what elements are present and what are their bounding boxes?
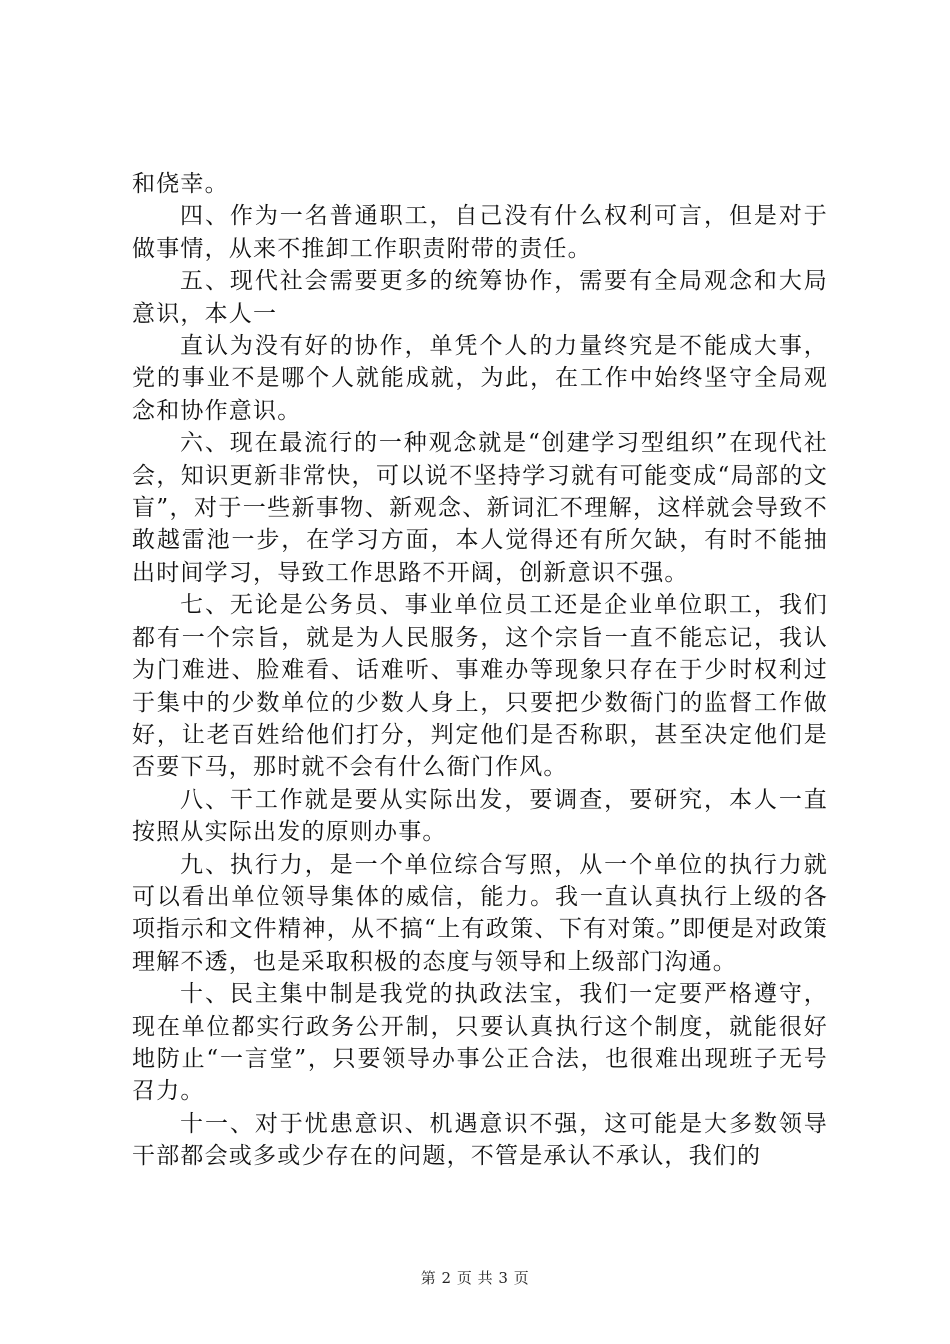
paragraph-6: 七、无论是公务员、事业单位员工还是企业单位职工，我们都有一个宗旨，就是为人民服务，这个宗旨一直不能忘记，我认为门难进、脸难看、话难听、事难办等现象只存在于少时权利过于集中的少数单位的少数人身上，只要把少数衙门的监督工作做好，让老百姓给他们打分，判定他们是否称职，甚至决定他们是否要下马，那时就不会有什么衙门作风。 bbox=[132, 592, 828, 781]
page-number-footer: 第 2 页 共 3 页 bbox=[420, 1269, 530, 1287]
document-body bbox=[132, 168, 828, 1173]
paragraph-7: 八、干工作就是要从实际出发，要调查，要研究，本人一直按照从实际出发的原则办事。 bbox=[132, 786, 828, 846]
paragraph-4: 直认为没有好的协作，单凭个人的力量终究是不能成大事，党的事业不是哪个人就能成就，为此，在工作中始终坚守全局观念和协作意识。 bbox=[132, 333, 828, 424]
paragraph-1: 和侥幸。 bbox=[132, 171, 229, 197]
paragraph-5: 六、现在最流行的一种观念就是“创建学习型组织”在现代社会，知识更新非常快，可以说不坚持学习就有可能变成“局部的文盲”，对于一些新事物、新观念、新词汇不理解，这样就会导致不敢越雷池一步，在学习方面，本人觉得还有所欠缺，有时不能抽出时间学习，导致工作思路不开阔，创新意识不强。 bbox=[132, 430, 828, 586]
paragraph-2: 四、作为一名普通职工，自己没有什么权利可言，但是对于做事情，从来不推卸工作职责附带的责任。 bbox=[132, 203, 828, 262]
paragraph-9: 十、民主集中制是我党的执政法宝，我们一定要严格遵守，现在单位都实行政务公开制，只要认真执行这个制度，就能很好地防止“一言堂”，只要领导办事公正合法，也很难出现班子无号召力。 bbox=[132, 981, 828, 1105]
paragraph-8: 九、执行力，是一个单位综合写照，从一个单位的执行力就可以看出单位领导集体的威信，能力。我一直认真执行上级的各项指示和文件精神，从不搞“上有政策、下有对策。”即便是对政策理解不透，也是采取积极的态度与领导和上级部门沟通。 bbox=[132, 851, 828, 975]
paragraph-3: 五、现代社会需要更多的统筹协作，需要有全局观念和大局意识，本人一 bbox=[132, 268, 828, 327]
paragraph-10: 十一、对于忧患意识、机遇意识不强，这可能是大多数领导干部都会或多或少存在的问题，不管是承认不承认，我们的 bbox=[132, 1110, 828, 1170]
